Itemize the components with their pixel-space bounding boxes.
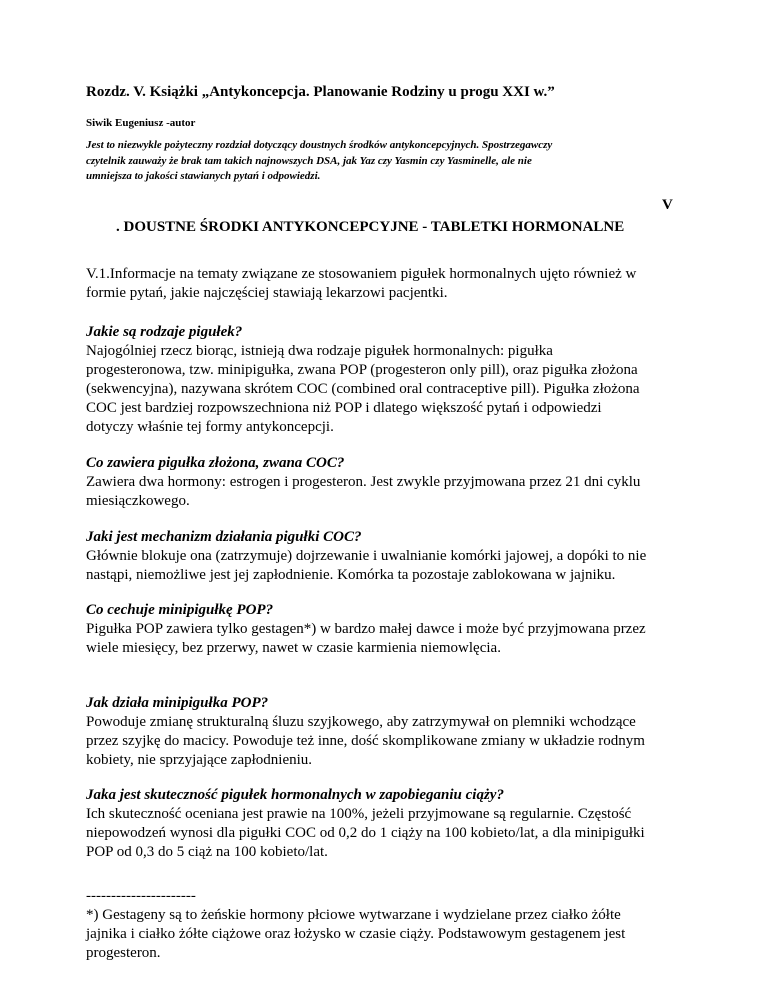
qa-section — [86, 323, 686, 437]
section-answer-line: Głównie blokuje ona (zatrzymuje) dojrzewanie i uwalnianie komórki jajowej, a dopóki to nie — [86, 548, 647, 564]
section-answer-line: nastąpi, niemożliwe jest jej zapłodnienie. Komórka ta pozostaje zablokowana w jajniku. — [86, 567, 616, 583]
qa-section — [86, 454, 686, 511]
section-answer-line: Powoduje zmianę strukturalną śluzu szyjkowego, aby zatrzymywał on plemniki wchodzące — [86, 714, 636, 730]
footnote-line: progesteron. — [86, 945, 161, 961]
intro-line: czytelnik zauważy że brak tam takich najnowszych DSA, jak Yaz czy Yasmin czy Yasminelle, ale nie — [86, 154, 532, 167]
section-answer-line: dotyczy właśnie tej formy antykoncepcji. — [86, 419, 334, 435]
section-question: Jaka jest skuteczność pigułek hormonalnych w zapobieganiu ciąży? — [86, 787, 504, 803]
section-answer-line: niepowodzeń wynosi dla pigułki COC od 0,2 do 1 ciąży na 100 kobieto/lat, a dla minipigułki — [86, 825, 645, 841]
section-answer-line: wiele miesięcy, bez przerwy, nawet w czasie karmienia niemowlęcia. — [86, 640, 501, 656]
section-question: Jakie są rodzaje pigułek? — [86, 324, 243, 340]
footnote-line: jajnika i ciałko żółte ciążowe oraz łożysko w czasie ciąży. Podstawowym gestagenem jest — [86, 926, 626, 942]
qa-section — [86, 786, 686, 862]
intro-line: umniejsza to jakości stawianych pytań i odpowiedzi. — [86, 170, 321, 182]
chapter-title: . DOUSTNE ŚRODKI ANTYKONCEPCYJNE - TABLETKI HORMONALNE — [116, 219, 625, 235]
chapter-numeral: V — [662, 197, 673, 213]
author-line: Siwik Eugeniusz -autor — [86, 117, 196, 129]
lead-paragraph — [86, 265, 686, 303]
qa-section — [86, 694, 686, 770]
lead-line: V.1.Informacje na tematy związane ze stosowaniem pigułek hormonalnych ujęto również w — [86, 266, 637, 282]
section-question: Co zawiera pigułka złożona, zwana COC? — [86, 455, 345, 471]
lead-line: formie pytań, jakie najczęściej stawiają lekarzowi pacjentki. — [86, 285, 448, 301]
section-answer-line: COC jest bardziej rozpowszechniona niż POP i dlatego większość pytań i odpowiedzi — [86, 400, 602, 416]
footnote — [86, 887, 686, 963]
section-answer-line: (sekwencyjna), nazywana skrótem COC (combined oral contraceptive pill). Pigułka złożona — [86, 381, 640, 397]
section-answer-line: Zawiera dwa hormony: estrogen i progesteron. Jest zwykle przyjmowana przez 21 dni cyklu — [86, 474, 641, 490]
footnote-separator: ---------------------- — [86, 888, 196, 904]
section-question: Co cechuje minipigułkę POP? — [86, 602, 274, 618]
document-title: Rozdz. V. Książki „Antykoncepcja. Planowanie Rodziny u progu XXI w.” — [86, 84, 555, 100]
qa-section — [86, 528, 686, 585]
section-answer-line: POP od 0,3 do 5 ciąż na 100 kobieto/lat. — [86, 844, 328, 860]
footnote-line: *) Gestageny są to żeńskie hormony płciowe wytwarzane i wydzielane przez ciałko żółte — [86, 907, 621, 923]
section-answer-line: progesteronowa, tzw. minipigułka, zwana POP (progesteron only pill), oraz pigułka złożona — [86, 362, 638, 378]
intro-paragraph — [86, 138, 686, 185]
section-answer-line: Najogólniej rzecz biorąc, istnieją dwa rodzaje pigułek hormonalnych: pigułka — [86, 343, 553, 359]
section-answer-line: kobiety, nie sprzyjające zapłodnieniu. — [86, 752, 313, 768]
section-answer-line: Pigułka POP zawiera tylko gestagen*) w bardzo małej dawce i może być przyjmowana przez — [86, 621, 646, 637]
section-question: Jaki jest mechanizm działania pigułki COC? — [86, 529, 362, 545]
section-answer-line: przez szyjkę do macicy. Powoduje też inne, dość skomplikowane zmiany w układzie rodnym — [86, 733, 645, 749]
intro-line: Jest to niezwykle pożyteczny rozdział dotyczący doustnych środków antykoncepcyjnych. Spostrzegawczy — [86, 139, 553, 151]
section-answer-line: miesiączkowego. — [86, 493, 190, 509]
qa-section — [86, 601, 686, 658]
section-question: Jak działa minipigułka POP? — [86, 695, 269, 711]
section-answer-line: Ich skuteczność oceniana jest prawie na 100%, jeżeli przyjmowane są regularnie. Częstość — [86, 806, 632, 822]
